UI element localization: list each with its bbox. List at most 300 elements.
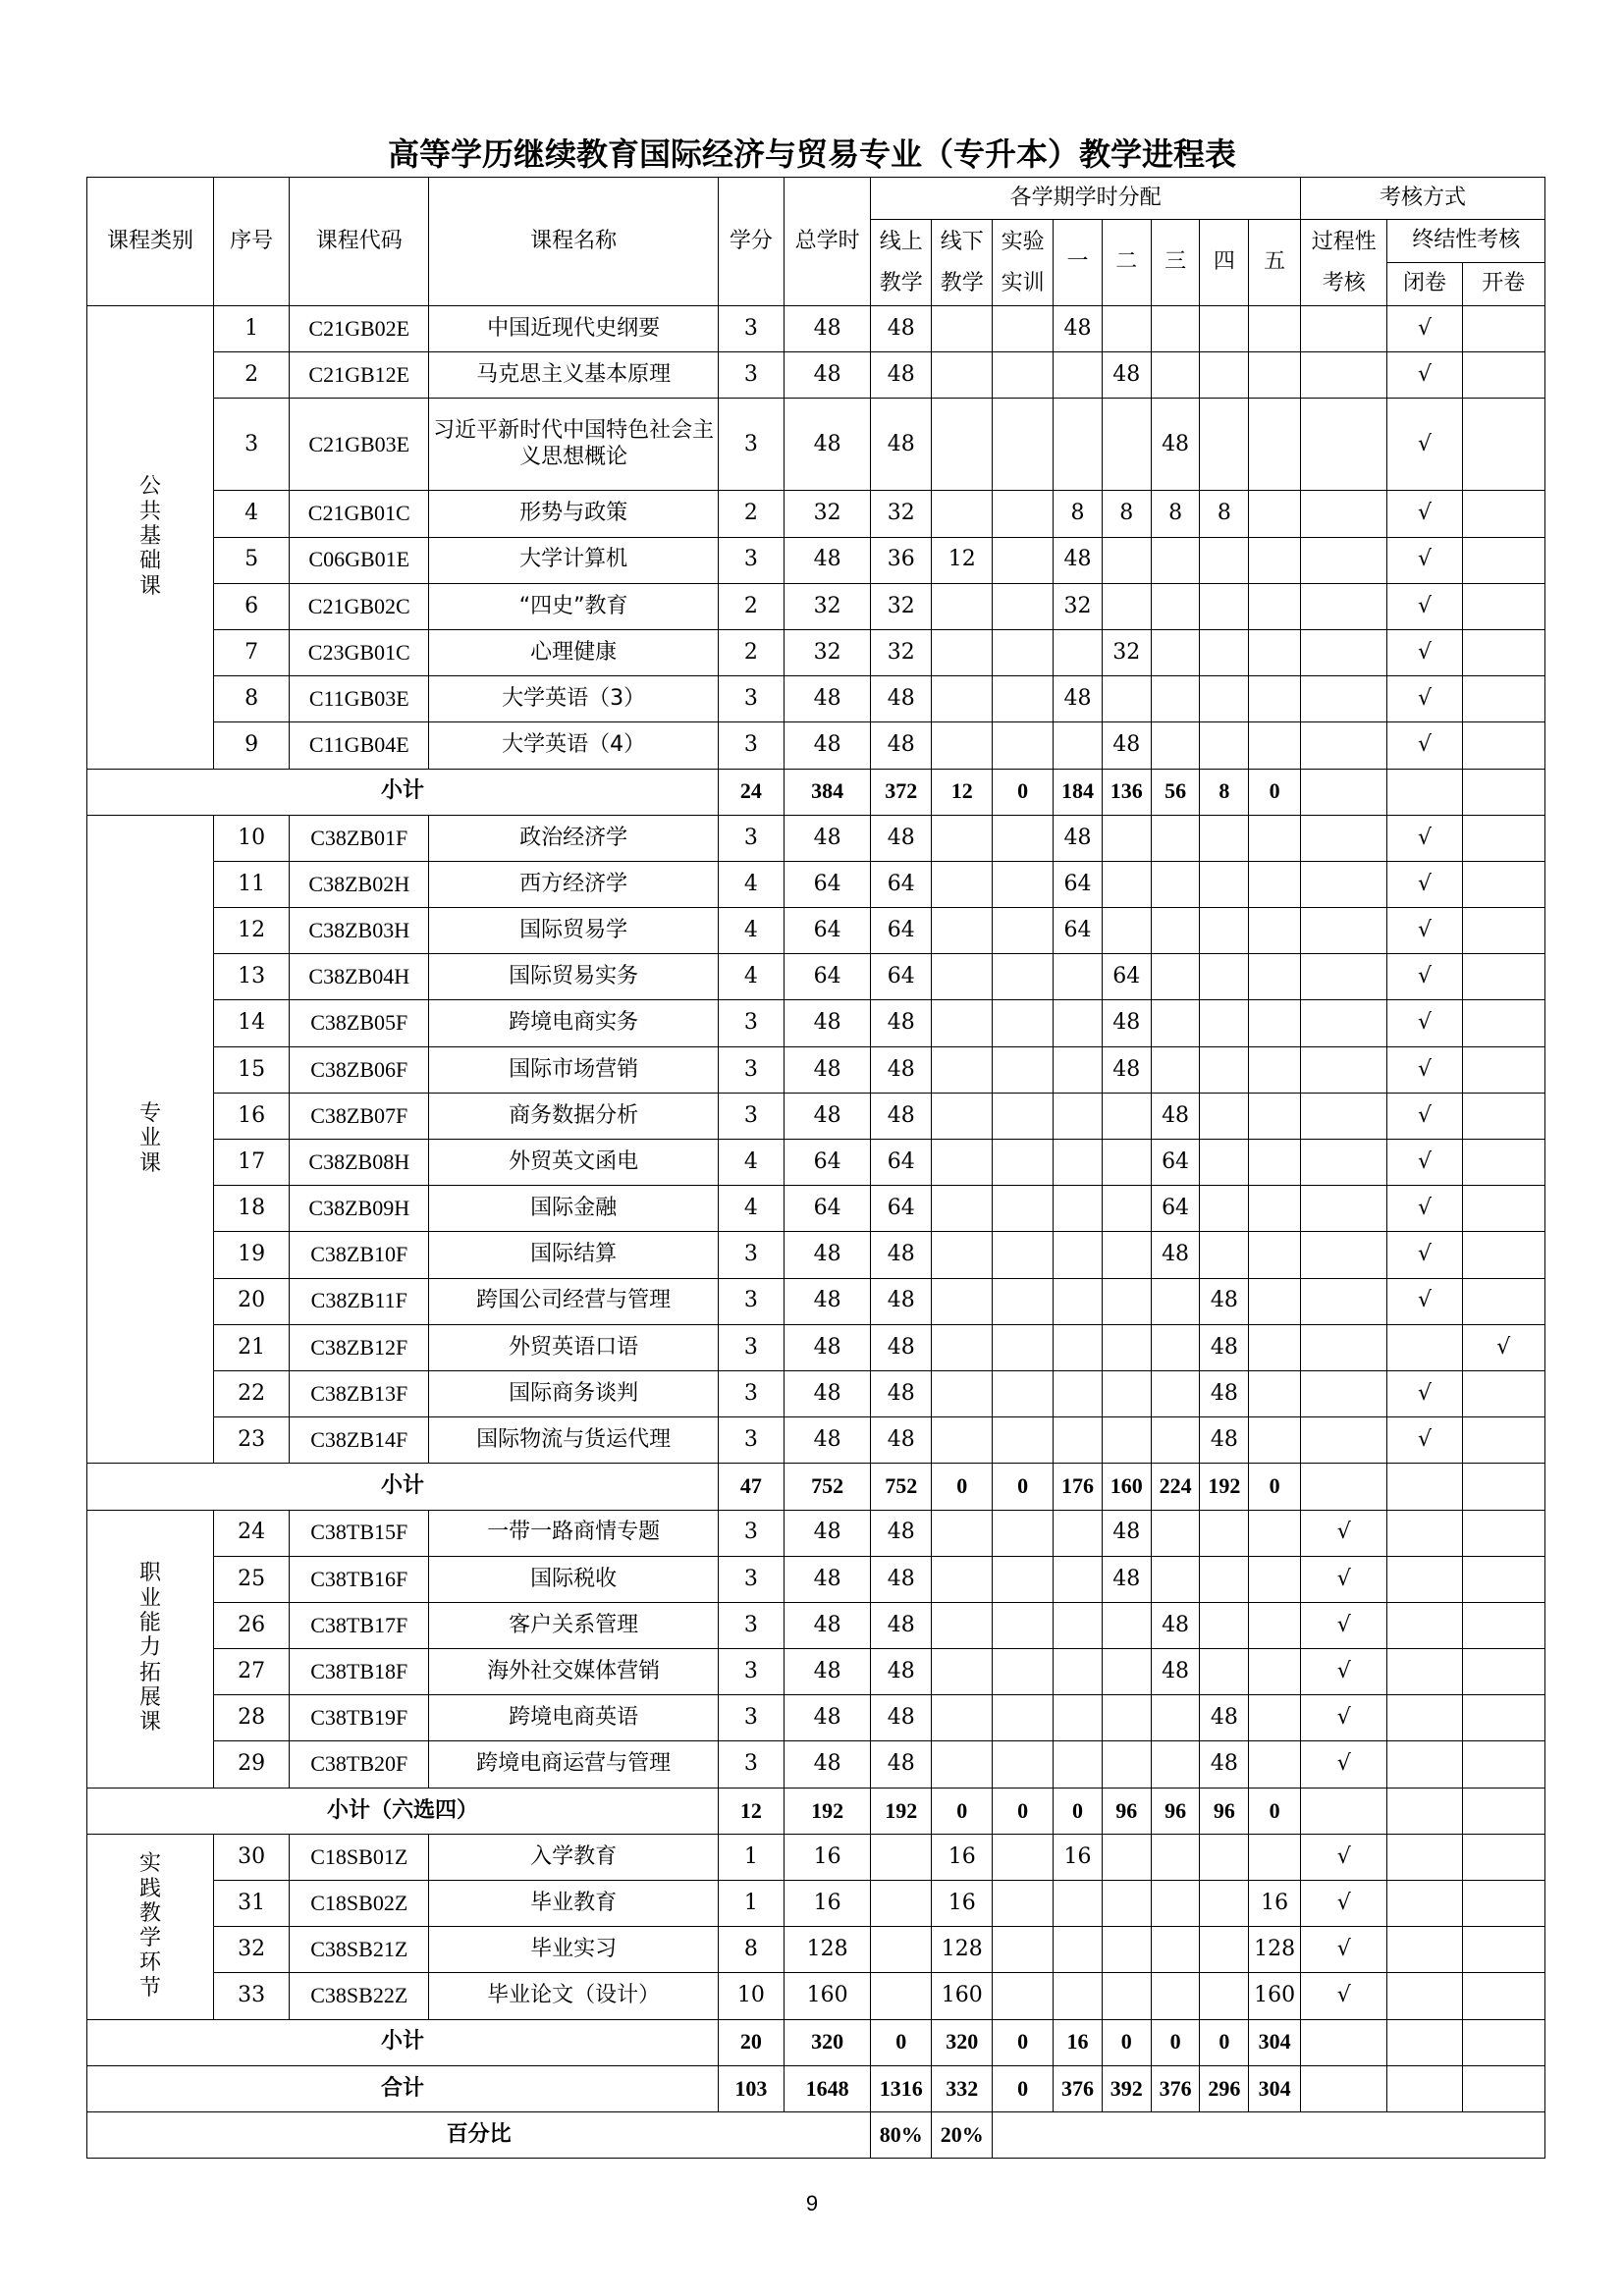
open-check (1462, 1417, 1544, 1464)
closed-check: √ (1387, 1278, 1462, 1324)
course-code: C38ZB11F (290, 1278, 429, 1324)
online-cell: 48 (871, 1232, 932, 1278)
term-2-cell (1102, 815, 1151, 861)
term-3-cell: 48 (1151, 1232, 1200, 1278)
offline-cell (932, 954, 993, 1000)
closed-check: √ (1387, 722, 1462, 769)
term-4-cell (1200, 1834, 1249, 1880)
closed-check: √ (1387, 491, 1462, 537)
closed-check: √ (1387, 676, 1462, 722)
credit-cell: 3 (718, 722, 784, 769)
header-name: 课程名称 (429, 178, 719, 306)
table-row (87, 1973, 1545, 2019)
course-code: C18SB02Z (290, 1881, 429, 1927)
subtotal-row (87, 1788, 1545, 1834)
offline-cell: 16 (932, 1881, 993, 1927)
closed-check (1387, 1510, 1462, 1556)
sum-hours: 1648 (784, 2065, 870, 2111)
term-1-cell: 48 (1054, 306, 1103, 352)
hours-cell: 48 (784, 815, 870, 861)
course-code: C38TB16F (290, 1556, 429, 1602)
header-term-5: 五 (1249, 220, 1301, 306)
closed-check: √ (1387, 1370, 1462, 1416)
sum-process (1301, 2065, 1387, 2111)
process-check (1301, 954, 1387, 1000)
course-code: C21GB02E (290, 306, 429, 352)
table-row (87, 1741, 1545, 1788)
course-code: C38ZB04H (290, 954, 429, 1000)
course-name: 心理健康 (429, 629, 719, 675)
course-name: 形势与政策 (429, 491, 719, 537)
term-3-cell: 64 (1151, 1186, 1200, 1232)
closed-check (1387, 1324, 1462, 1370)
term-3-cell (1151, 537, 1200, 583)
credit-cell: 3 (718, 1000, 784, 1046)
term-5-cell (1249, 722, 1301, 769)
closed-check: √ (1387, 352, 1462, 399)
sum-label: 合计 (87, 2065, 719, 2111)
lab-cell (993, 1140, 1054, 1186)
seq-cell: 10 (213, 815, 289, 861)
table-row (87, 583, 1545, 629)
sum-closed (1387, 1464, 1462, 1510)
online-cell: 48 (871, 352, 932, 399)
table-row (87, 676, 1545, 722)
online-cell: 48 (871, 1695, 932, 1741)
closed-check: √ (1387, 1046, 1462, 1093)
process-check (1301, 1140, 1387, 1186)
term-2-cell (1102, 583, 1151, 629)
seq-cell: 16 (213, 1093, 289, 1139)
course-code: C38ZB12F (290, 1324, 429, 1370)
online-cell: 48 (871, 676, 932, 722)
term-5-cell (1249, 1510, 1301, 1556)
sum-term-3: 56 (1151, 769, 1200, 815)
course-code: C21GB01C (290, 491, 429, 537)
seq-cell: 7 (213, 629, 289, 675)
sum-term-2: 0 (1102, 2019, 1151, 2065)
hours-cell: 48 (784, 1232, 870, 1278)
seq-cell: 25 (213, 1556, 289, 1602)
lab-cell (993, 352, 1054, 399)
term-4-cell (1200, 722, 1249, 769)
term-1-cell (1054, 954, 1103, 1000)
sum-online: 0 (871, 2019, 932, 2065)
course-name: 国际税收 (429, 1556, 719, 1602)
header-online-label: 线上教学 (879, 229, 923, 295)
credit-cell: 3 (718, 1602, 784, 1648)
table-row (87, 908, 1545, 954)
online-cell (871, 1834, 932, 1880)
offline-cell (932, 908, 993, 954)
course-name: 习近平新时代中国特色社会主义思想概论 (429, 399, 719, 491)
closed-check: √ (1387, 1232, 1462, 1278)
online-cell: 32 (871, 583, 932, 629)
offline-cell (932, 1232, 993, 1278)
course-code: C21GB03E (290, 399, 429, 491)
hours-cell: 48 (784, 306, 870, 352)
course-name: 跨境电商运营与管理 (429, 1741, 719, 1788)
term-4-cell (1200, 1510, 1249, 1556)
header-assessment: 考核方式 (1301, 178, 1545, 220)
table-row (87, 1649, 1545, 1695)
credit-cell: 1 (718, 1881, 784, 1927)
credit-cell: 3 (718, 1556, 784, 1602)
term-4-cell (1200, 1927, 1249, 1973)
term-2-cell (1102, 1695, 1151, 1741)
sum-label: 小计（六选四） (87, 1788, 719, 1834)
term-3-cell: 48 (1151, 1093, 1200, 1139)
seq-cell: 15 (213, 1046, 289, 1093)
hours-cell: 48 (784, 537, 870, 583)
hours-cell: 48 (784, 1000, 870, 1046)
lab-cell (993, 1973, 1054, 2019)
course-code: C38ZB08H (290, 1140, 429, 1186)
lab-cell (993, 1046, 1054, 1093)
open-check (1462, 1973, 1544, 2019)
seq-cell: 17 (213, 1140, 289, 1186)
header-term-1: 一 (1054, 220, 1103, 306)
term-2-cell (1102, 861, 1151, 907)
term-5-cell (1249, 1186, 1301, 1232)
seq-cell: 2 (213, 352, 289, 399)
table-row (87, 537, 1545, 583)
offline-cell (932, 1324, 993, 1370)
term-1-cell: 32 (1054, 583, 1103, 629)
online-cell (871, 1881, 932, 1927)
term-5-cell (1249, 1140, 1301, 1186)
lab-cell (993, 1510, 1054, 1556)
seq-cell: 5 (213, 537, 289, 583)
header-term-2: 二 (1102, 220, 1151, 306)
term-5-cell (1249, 676, 1301, 722)
closed-check: √ (1387, 537, 1462, 583)
sum-term-3: 96 (1151, 1788, 1200, 1834)
table-row (87, 861, 1545, 907)
term-5-cell (1249, 1649, 1301, 1695)
open-check (1462, 1370, 1544, 1416)
sum-open (1462, 1464, 1544, 1510)
course-name: 商务数据分析 (429, 1093, 719, 1139)
offline-cell (932, 1417, 993, 1464)
offline-cell (932, 491, 993, 537)
open-check (1462, 1881, 1544, 1927)
table-row (87, 1186, 1545, 1232)
term-3-cell (1151, 954, 1200, 1000)
process-check: √ (1301, 1602, 1387, 1648)
page-number: 9 (805, 2191, 819, 2216)
lab-cell (993, 306, 1054, 352)
credit-cell: 3 (718, 1417, 784, 1464)
offline-cell (932, 399, 993, 491)
course-name: 国际商务谈判 (429, 1370, 719, 1416)
course-code: C11GB03E (290, 676, 429, 722)
term-2-cell: 32 (1102, 629, 1151, 675)
category-label: 公共基础课 (138, 474, 161, 599)
term-1-cell (1054, 1649, 1103, 1695)
course-code: C38SB21Z (290, 1927, 429, 1973)
term-2-cell (1102, 1649, 1151, 1695)
course-code: C38TB20F (290, 1741, 429, 1788)
term-2-cell: 48 (1102, 1510, 1151, 1556)
term-1-cell: 16 (1054, 1834, 1103, 1880)
term-1-cell (1054, 352, 1103, 399)
closed-check (1387, 1695, 1462, 1741)
lab-cell (993, 1417, 1054, 1464)
header-distribution: 各学期学时分配 (871, 178, 1301, 220)
term-5-cell (1249, 861, 1301, 907)
table-row (87, 629, 1545, 675)
term-1-cell (1054, 1556, 1103, 1602)
process-check: √ (1301, 1649, 1387, 1695)
sum-closed (1387, 1788, 1462, 1834)
term-3-cell: 64 (1151, 1140, 1200, 1186)
hours-cell: 64 (784, 1140, 870, 1186)
table-row (87, 352, 1545, 399)
term-4-cell (1200, 954, 1249, 1000)
term-3-cell (1151, 1741, 1200, 1788)
open-check (1462, 1046, 1544, 1093)
term-3-cell (1151, 861, 1200, 907)
category-label: 专业课 (138, 1101, 161, 1176)
term-1-cell (1054, 1417, 1103, 1464)
sum-term-1: 16 (1054, 2019, 1103, 2065)
term-2-cell (1102, 1370, 1151, 1416)
sum-term-4: 192 (1200, 1464, 1249, 1510)
term-4-cell (1200, 1000, 1249, 1046)
offline-cell (932, 1140, 993, 1186)
term-2-cell (1102, 676, 1151, 722)
lab-cell (993, 583, 1054, 629)
seq-cell: 3 (213, 399, 289, 491)
term-3-cell (1151, 1000, 1200, 1046)
sum-offline: 320 (932, 2019, 993, 2065)
table-body (87, 306, 1545, 2159)
term-5-cell (1249, 1602, 1301, 1648)
online-cell: 48 (871, 1741, 932, 1788)
sum-open (1462, 1788, 1544, 1834)
process-check (1301, 399, 1387, 491)
credit-cell: 3 (718, 537, 784, 583)
closed-check: √ (1387, 1140, 1462, 1186)
hours-cell: 48 (784, 1695, 870, 1741)
credit-cell: 4 (718, 954, 784, 1000)
hours-cell: 48 (784, 399, 870, 491)
term-1-cell: 8 (1054, 491, 1103, 537)
open-check (1462, 491, 1544, 537)
hours-cell: 48 (784, 676, 870, 722)
course-name: 大学英语（4） (429, 722, 719, 769)
sum-closed (1387, 769, 1462, 815)
table-row (87, 1000, 1545, 1046)
credit-cell: 3 (718, 676, 784, 722)
term-5-cell (1249, 815, 1301, 861)
closed-check: √ (1387, 399, 1462, 491)
header-offline (932, 220, 993, 306)
term-4-cell (1200, 1602, 1249, 1648)
table-row (87, 1602, 1545, 1648)
category-cell (87, 815, 214, 1464)
online-cell: 64 (871, 908, 932, 954)
offline-cell (932, 1649, 993, 1695)
process-check (1301, 352, 1387, 399)
term-5-cell (1249, 1370, 1301, 1416)
sum-offline: 0 (932, 1464, 993, 1510)
sum-lab: 0 (993, 769, 1054, 815)
term-2-cell (1102, 1927, 1151, 1973)
seq-cell: 14 (213, 1000, 289, 1046)
credit-cell: 3 (718, 1324, 784, 1370)
closed-check (1387, 1741, 1462, 1788)
term-4-cell: 48 (1200, 1278, 1249, 1324)
credit-cell: 3 (718, 399, 784, 491)
course-code: C23GB01C (290, 629, 429, 675)
closed-check: √ (1387, 1186, 1462, 1232)
lab-cell (993, 1649, 1054, 1695)
online-cell (871, 1973, 932, 2019)
term-5-cell (1249, 1741, 1301, 1788)
term-4-cell (1200, 1046, 1249, 1093)
hours-cell: 48 (784, 1556, 870, 1602)
sum-term-5: 0 (1249, 1464, 1301, 1510)
term-1-cell (1054, 1046, 1103, 1093)
sum-term-2: 392 (1102, 2065, 1151, 2111)
process-check (1301, 1093, 1387, 1139)
credit-cell: 2 (718, 583, 784, 629)
online-cell: 48 (871, 1000, 932, 1046)
lab-cell (993, 954, 1054, 1000)
online-cell: 48 (871, 1324, 932, 1370)
credit-cell: 3 (718, 1510, 784, 1556)
header-lab-label: 实验实训 (1001, 229, 1045, 295)
closed-check: √ (1387, 861, 1462, 907)
open-check (1462, 722, 1544, 769)
sum-lab: 0 (993, 1464, 1054, 1510)
credit-cell: 4 (718, 861, 784, 907)
lab-cell (993, 1278, 1054, 1324)
lab-cell (993, 1370, 1054, 1416)
offline-cell (932, 1186, 993, 1232)
term-3-cell (1151, 676, 1200, 722)
open-check (1462, 1649, 1544, 1695)
lab-cell (993, 676, 1054, 722)
course-name: 海外社交媒体营销 (429, 1649, 719, 1695)
sum-closed (1387, 2065, 1462, 2111)
teaching-plan-table (86, 177, 1545, 2159)
lab-cell (993, 629, 1054, 675)
sum-credit: 12 (718, 1788, 784, 1834)
term-1-cell (1054, 1093, 1103, 1139)
lab-cell (993, 861, 1054, 907)
process-check (1301, 908, 1387, 954)
term-4-cell (1200, 629, 1249, 675)
credit-cell: 4 (718, 908, 784, 954)
term-5-cell (1249, 352, 1301, 399)
term-4-cell (1200, 1649, 1249, 1695)
course-name: 毕业教育 (429, 1881, 719, 1927)
term-4-cell (1200, 815, 1249, 861)
closed-check: √ (1387, 1000, 1462, 1046)
seq-cell: 1 (213, 306, 289, 352)
course-code: C38SB22Z (290, 1973, 429, 2019)
course-name: 跨国公司经营与管理 (429, 1278, 719, 1324)
table-row (87, 1881, 1545, 1927)
percent-blank (993, 2111, 1545, 2158)
term-2-cell (1102, 1278, 1151, 1324)
table-row (87, 1324, 1545, 1370)
course-code: C38ZB10F (290, 1232, 429, 1278)
course-name: 国际贸易学 (429, 908, 719, 954)
course-name: 中国近现代史纲要 (429, 306, 719, 352)
course-name: 客户关系管理 (429, 1602, 719, 1648)
hours-cell: 48 (784, 1741, 870, 1788)
term-3-cell: 48 (1151, 1649, 1200, 1695)
open-check (1462, 1741, 1544, 1788)
sum-credit: 103 (718, 2065, 784, 2111)
course-name: 西方经济学 (429, 861, 719, 907)
credit-cell: 3 (718, 1649, 784, 1695)
process-check: √ (1301, 1556, 1387, 1602)
category-cell (87, 1834, 214, 2019)
table-row (87, 815, 1545, 861)
table-row (87, 1278, 1545, 1324)
course-name: 国际市场营销 (429, 1046, 719, 1093)
process-check (1301, 1278, 1387, 1324)
online-cell: 48 (871, 1602, 932, 1648)
seq-cell: 6 (213, 583, 289, 629)
online-cell: 64 (871, 1186, 932, 1232)
term-4-cell (1200, 352, 1249, 399)
open-check (1462, 815, 1544, 861)
term-3-cell (1151, 1510, 1200, 1556)
sum-term-4: 296 (1200, 2065, 1249, 2111)
seq-cell: 33 (213, 1973, 289, 2019)
sum-term-4: 8 (1200, 769, 1249, 815)
process-check: √ (1301, 1973, 1387, 2019)
course-code: C38ZB13F (290, 1370, 429, 1416)
term-3-cell (1151, 1556, 1200, 1602)
term-2-cell (1102, 1186, 1151, 1232)
sum-term-2: 136 (1102, 769, 1151, 815)
sum-offline: 332 (932, 2065, 993, 2111)
open-check (1462, 1278, 1544, 1324)
closed-check: √ (1387, 306, 1462, 352)
process-check (1301, 1186, 1387, 1232)
course-code: C38ZB09H (290, 1186, 429, 1232)
credit-cell: 3 (718, 1093, 784, 1139)
sum-closed (1387, 2019, 1462, 2065)
course-name: 跨境电商实务 (429, 1000, 719, 1046)
table-row (87, 1510, 1545, 1556)
process-check (1301, 1324, 1387, 1370)
table-row (87, 491, 1545, 537)
term-5-cell (1249, 1232, 1301, 1278)
offline-cell: 128 (932, 1927, 993, 1973)
term-2-cell (1102, 1324, 1151, 1370)
seq-cell: 4 (213, 491, 289, 537)
offline-cell (932, 1695, 993, 1741)
open-check (1462, 1695, 1544, 1741)
closed-check: √ (1387, 1093, 1462, 1139)
online-cell: 48 (871, 1417, 932, 1464)
online-cell: 32 (871, 629, 932, 675)
term-5-cell: 16 (1249, 1881, 1301, 1927)
course-name: 国际金融 (429, 1186, 719, 1232)
lab-cell (993, 1000, 1054, 1046)
hours-cell: 48 (784, 1278, 870, 1324)
open-check: √ (1462, 1324, 1544, 1370)
term-1-cell (1054, 1140, 1103, 1186)
